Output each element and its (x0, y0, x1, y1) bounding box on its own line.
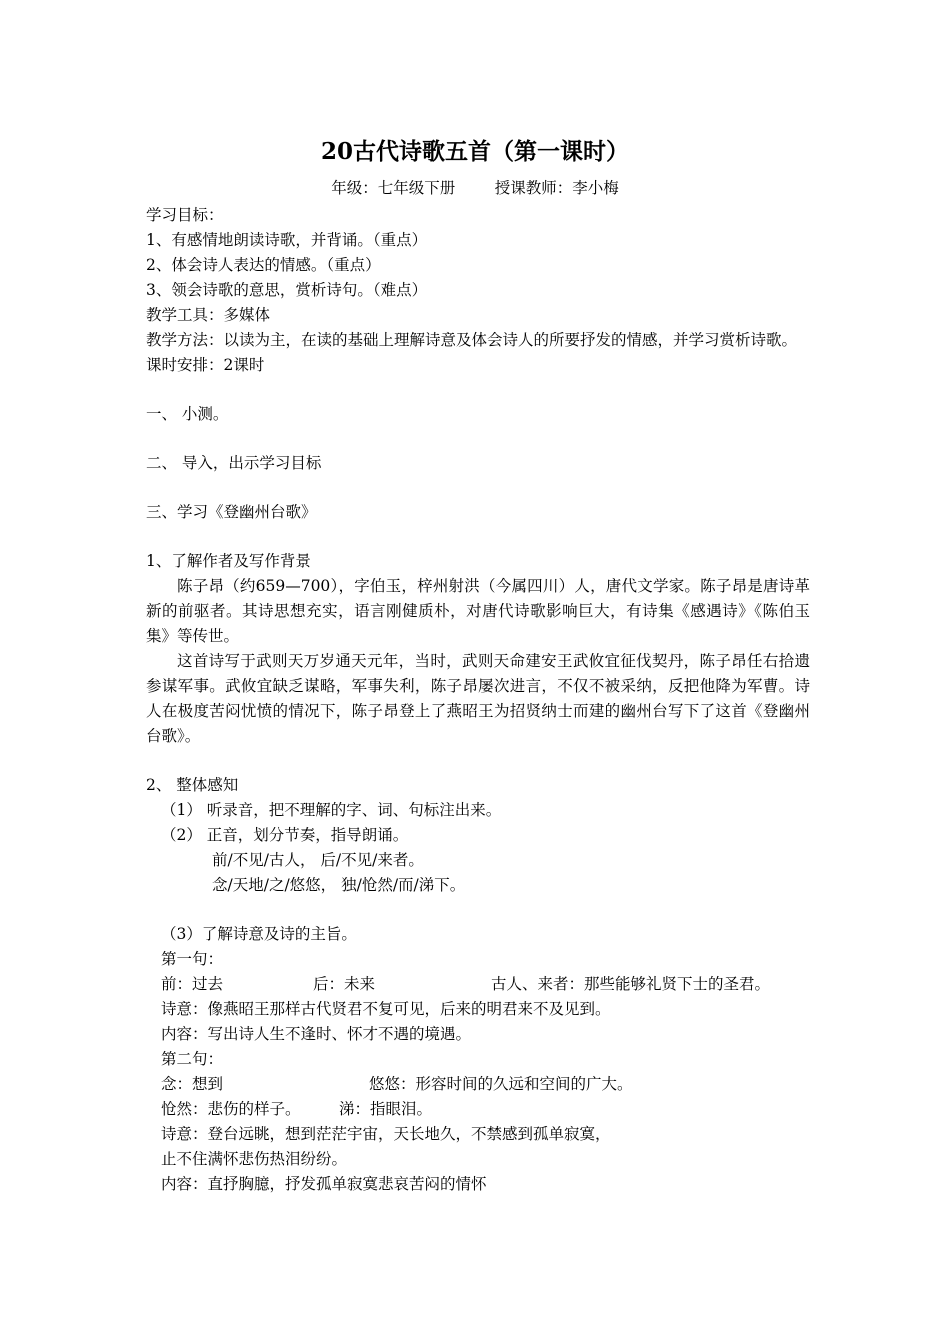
sentence1-glosses (146, 972, 810, 997)
document-body (146, 203, 810, 1197)
sentence2-content: 内容：直抒胸臆，抒发孤单寂寞悲哀苦闷的情怀 (161, 1175, 487, 1193)
objective-item: 2、体会诗人表达的情感。（重点） (146, 256, 381, 274)
sentence2-meaning-continued: 止不住满怀悲伤热泪纷纷。 (161, 1150, 348, 1168)
objective-item: 1、有感情地朗读诗歌，并背诵。（重点） (146, 231, 428, 249)
sentence2-label: 第二句： (161, 1050, 224, 1068)
poem-line-2: 念/天地/之/悠悠， 独/怆然/而/涕下。 (212, 876, 466, 894)
part1-heading: 1、了解作者及写作背景 (146, 552, 311, 570)
poem-line-1: 前/不见/古人， 后/不见/来者。 (212, 851, 424, 869)
perception-item-1: （1） 听录音，把不理解的字、词、句标注出来。 (161, 801, 502, 819)
objectives-heading: 学习目标： (146, 206, 224, 224)
objective-item: 3、领会诗歌的意思，赏析诗句。（难点） (146, 281, 428, 299)
gloss: 前：过去 (161, 975, 224, 993)
writing-background-paragraph: 这首诗写于武则天万岁通天元年，当时，武则天命建安王武攸宜征伐契丹，陈子昂任右拾遗参谋军事。武攸宜缺乏谋略，军事失利，陈子昂屡次进言，不仅不被采纳，反把他降为军曹。诗人在极度苦闷忧愤的情况下，陈子昂登上了燕昭王为招贤纳士而建的幽州台写下了这首《登幽州台歌》。 (146, 652, 810, 745)
gloss: 涕：指眼泪。 (339, 1100, 433, 1118)
step-one: 一、 小测。 (146, 405, 229, 423)
step-three: 三、学习《登幽州台歌》 (146, 503, 317, 521)
sentence2-meaning: 诗意：登台远眺，想到茫茫宇宙，天长地久，不禁感到孤单寂寞， (161, 1125, 611, 1143)
gloss: 后：未来 (313, 975, 376, 993)
gloss: 悠悠：形容时间的久远和空间的广大。 (369, 1075, 633, 1093)
teaching-tools: 教学工具：多媒体 (146, 306, 271, 324)
sentence1-content: 内容：写出诗人生不逢时、怀才不遇的境遇。 (161, 1025, 472, 1043)
step-two: 二、 导入，出示学习目标 (146, 454, 322, 472)
author-background-paragraph: 陈子昂（约659—700），字伯玉，梓州射洪（今属四川）人，唐代文学家。陈子昂是唐诗革新的前驱者。其诗思想充实，语言刚健质朴，对唐代诗歌影响巨大，有诗集《感遇诗》《陈伯玉集》等传世。 (146, 577, 810, 645)
gloss: 怆然：悲伤的样子。 (161, 1100, 301, 1118)
page-title: 20古代诗歌五首（第一课时） (320, 138, 629, 165)
sentence1-meaning: 诗意：像燕昭王那样古代贤君不复可见，后来的明君来不及见到。 (161, 1000, 611, 1018)
sentence2-glosses (146, 1072, 810, 1097)
sentence1-label: 第一句： (161, 950, 224, 968)
gloss: 念：想到 (161, 1075, 224, 1093)
perception-item-2: （2） 正音，划分节奏，指导朗诵。 (161, 826, 409, 844)
teaching-method: 教学方法：以读为主，在读的基础上理解诗意及体会诗人的所要抒发的情感，并学习赏析诗歌。 (146, 331, 798, 349)
page-subtitle: 年级：七年级下册 授课教师：李小梅 (331, 179, 619, 197)
perception-item-3: （3）了解诗意及诗的主旨。 (161, 925, 357, 943)
sentence2-glosses (146, 1097, 810, 1122)
class-schedule: 课时安排：2课时 (146, 356, 265, 374)
part2-heading: 2、 整体感知 (146, 776, 239, 794)
gloss: 古人、来者：那些能够礼贤下士的圣君。 (491, 975, 771, 993)
